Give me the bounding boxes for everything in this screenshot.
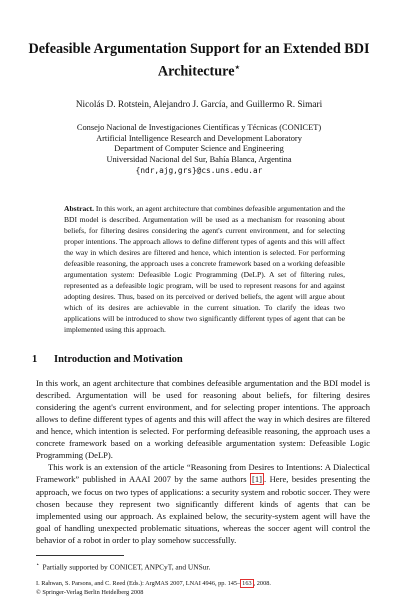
paragraph-2 bbox=[36, 461, 370, 546]
affiliation-line: Universidad Nacional del Sur, Bahía Blanca, Argentina bbox=[106, 155, 292, 165]
publication-info bbox=[36, 579, 374, 597]
footnote-mark: ⋆ bbox=[36, 562, 40, 569]
title-text: Defeasible Argumentation Support for an Extended BDI Architecture bbox=[28, 41, 370, 80]
section-heading bbox=[32, 354, 374, 365]
paragraph-1: In this work, an agent architecture that combines defeasible argumentation and the BDI model is described. Argumentation will be used for reasoning about beliefs, for filtering desires considering the agent's current environment, and for selecting proper intentions. The approach allows to define different types of agents and this will affect the way in which desires are filtered and hence, which intention is selected. For performing defeasible reasoning, the approach uses a concrete framework based on a working defeasible argumentation system: Defeasible Logic Programming (DeLP). bbox=[36, 377, 370, 461]
footnote-text: Partially supported by CONICET, ANPCyT, and UNSur. bbox=[42, 562, 211, 572]
section-title: Introduction and Motivation bbox=[54, 353, 183, 365]
author-list: Nicolás D. Rotstein, Alejandro J. García, and Guillermo R. Simari bbox=[75, 99, 323, 110]
body-text bbox=[36, 377, 370, 546]
author-email[interactable]: {ndr,ajg,grs}@cs.uns.edu.ar bbox=[135, 165, 263, 175]
paper-title bbox=[24, 0, 374, 81]
paragraph-2-text-a: This work is an extension of the article “Reasoning from Desires to Intentions: A Dialectical Framework” published in AAAI 2007 by the same authors bbox=[36, 462, 370, 485]
abstract bbox=[64, 203, 345, 335]
copyright-line: © Springer-Verlag Berlin Heidelberg 2008 bbox=[36, 588, 144, 596]
footnote bbox=[36, 560, 374, 572]
affiliation-line: Artificial Intelligence Research and Development Laboratory bbox=[96, 133, 302, 143]
title-footnote-mark[interactable]: ⋆ bbox=[234, 62, 241, 72]
footnote-divider bbox=[36, 555, 124, 556]
affiliation-line: Department of Computer Science and Engineering bbox=[114, 144, 284, 154]
abstract-text: In this work, an agent architecture that combines defeasible argumentation and the BDI model is described. Argumentation will be used as a mechanism for reasoning about beliefs, for filtering desires considering the agent's current environment, and for selecting proper intentions. The approach allows to define different types of agents and this will affect the way in which desires are filtered and hence, which intention is selected. For performing defeasible reasoning, the approach uses a concrete framework based on a working defeasible argumentation system: Defeasible Logic Programming (DeLP). A set of filtering rules, represented as a defeasible logic program, will be used to represent reasons for and against adopting desires. Thus, based on its perceived or derived beliefs, the agent will argue about which of its desires are achievable in the current situation. To clarify the ideas two applications will be introduced to show two significantly different types of agent that can be implemented using this approach. bbox=[64, 203, 345, 334]
citation-line bbox=[36, 579, 374, 588]
citation-line-text: I. Rahwan, S. Parsons, and C. Reed (Eds.): ArgMAS 2007, LNAI 4946, pp. 145– bbox=[36, 579, 241, 587]
page-range-link[interactable]: 163 bbox=[242, 579, 252, 587]
citation-link[interactable]: [1] bbox=[252, 474, 263, 485]
paragraph-2-text-b: . Here, besides presenting the approach, we focus on two types of applications: a security system and robotic soccer. They were chosen because they represent two significantly different kinds of agents that can be implemented using our approach. As explained below, the security-system agent will have the goal of handling unexpected problematic situations, whereas the soccer agent will control the behavior of a robot in order to play somehow successfully. bbox=[36, 474, 370, 545]
affiliation-block bbox=[24, 123, 374, 177]
affiliation-line: Consejo Nacional de Investigaciones Científicas y Técnicas (CONICET) bbox=[76, 122, 322, 132]
abstract-label: Abstract. bbox=[64, 203, 94, 213]
citation-line-end: , 2008. bbox=[253, 579, 271, 587]
section-number: 1 bbox=[32, 353, 38, 365]
